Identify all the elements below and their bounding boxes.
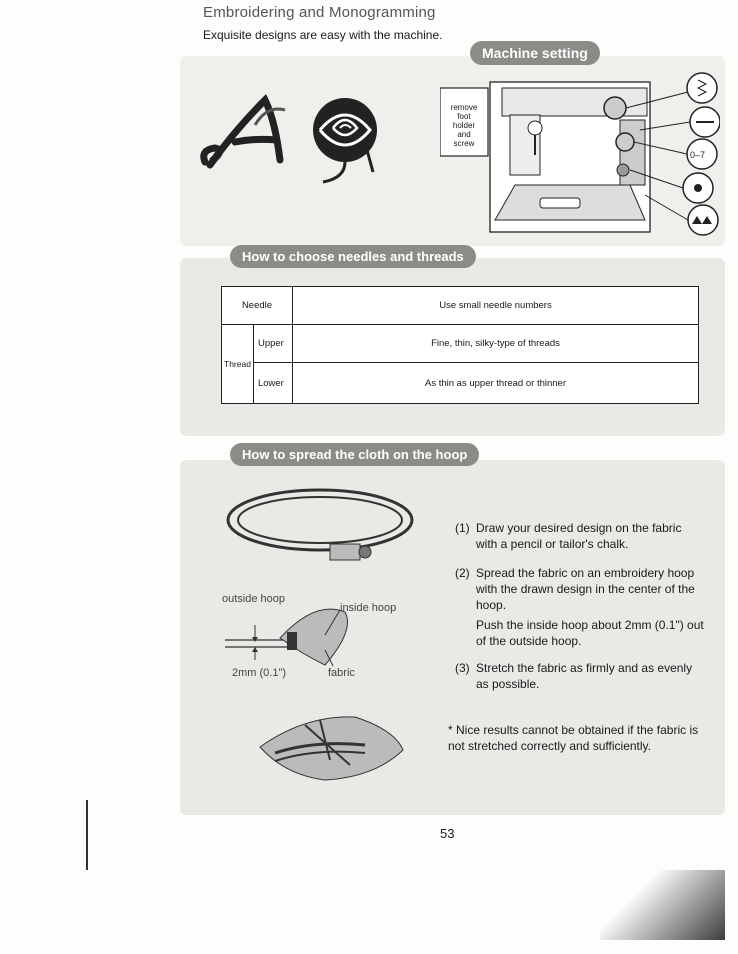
table-cell-value: Fine, thin, silky-type of threads	[293, 325, 699, 363]
table-row	[222, 287, 699, 325]
hoop-illustration	[225, 482, 425, 572]
length-dial-icon	[616, 133, 634, 151]
stitch-dial-icon	[604, 97, 626, 119]
step-3: (3) Stretch the fabric as firmly and as evenly as possible.	[455, 661, 693, 691]
page-number: 53	[440, 826, 455, 841]
hoop-screw-icon	[330, 544, 360, 560]
table-row	[222, 363, 699, 404]
inside-hoop-label: inside hoop	[340, 602, 397, 614]
dial-label: 0–7	[690, 150, 706, 160]
table-row	[222, 325, 699, 363]
sewing-machine-diagram	[440, 70, 720, 240]
page-title: Embroidering and Monogramming	[203, 4, 436, 21]
step-2b: Push the inside hoop about 2mm (0.1") out of the outside hoop.	[476, 618, 704, 648]
step-1: (1) Draw your desired design on the fabric with a pencil or tailor's chalk.	[455, 521, 682, 551]
callout-feed-dog-icon	[688, 205, 718, 235]
hoop-heading: How to spread the cloth on the hoop	[230, 443, 479, 466]
monogram-illustration	[195, 90, 405, 185]
table-cell-sub: Upper	[253, 325, 292, 363]
table-cell-sub: Lower	[253, 363, 292, 404]
table-cell-value: Use small needle numbers	[293, 287, 699, 325]
machine-setting-heading: Machine setting	[470, 41, 600, 65]
page-subtitle: Exquisite designs are easy with the machine.	[203, 28, 443, 42]
outside-hoop-label: outside hoop	[222, 593, 285, 605]
fabric-hoop-illustration	[255, 705, 405, 785]
gap-label: 2mm (0.1")	[232, 667, 287, 679]
machine-note: remove foot holder and screw	[450, 103, 478, 148]
table-cell-value: As thin as upper thread or thinner	[293, 363, 699, 404]
table-cell-label: Needle	[222, 287, 293, 325]
table-cell-label: Thread	[222, 325, 254, 404]
hoop-note: * Nice results cannot be obtained if the fabric is not stretched correctly and sufficiently.	[448, 723, 699, 753]
needles-heading: How to choose needles and threads	[230, 245, 476, 268]
scan-corner-shadow	[600, 870, 725, 940]
fabric-label: fabric	[328, 667, 355, 679]
scan-edge	[86, 800, 88, 870]
callout-stitch-pattern-icon	[687, 73, 717, 103]
needle-thread-table	[221, 286, 699, 404]
rose-icon	[313, 98, 377, 182]
step-2: (2) Spread the fabric on an embroidery hoop with the drawn design in the center of the hoop.	[455, 566, 695, 612]
